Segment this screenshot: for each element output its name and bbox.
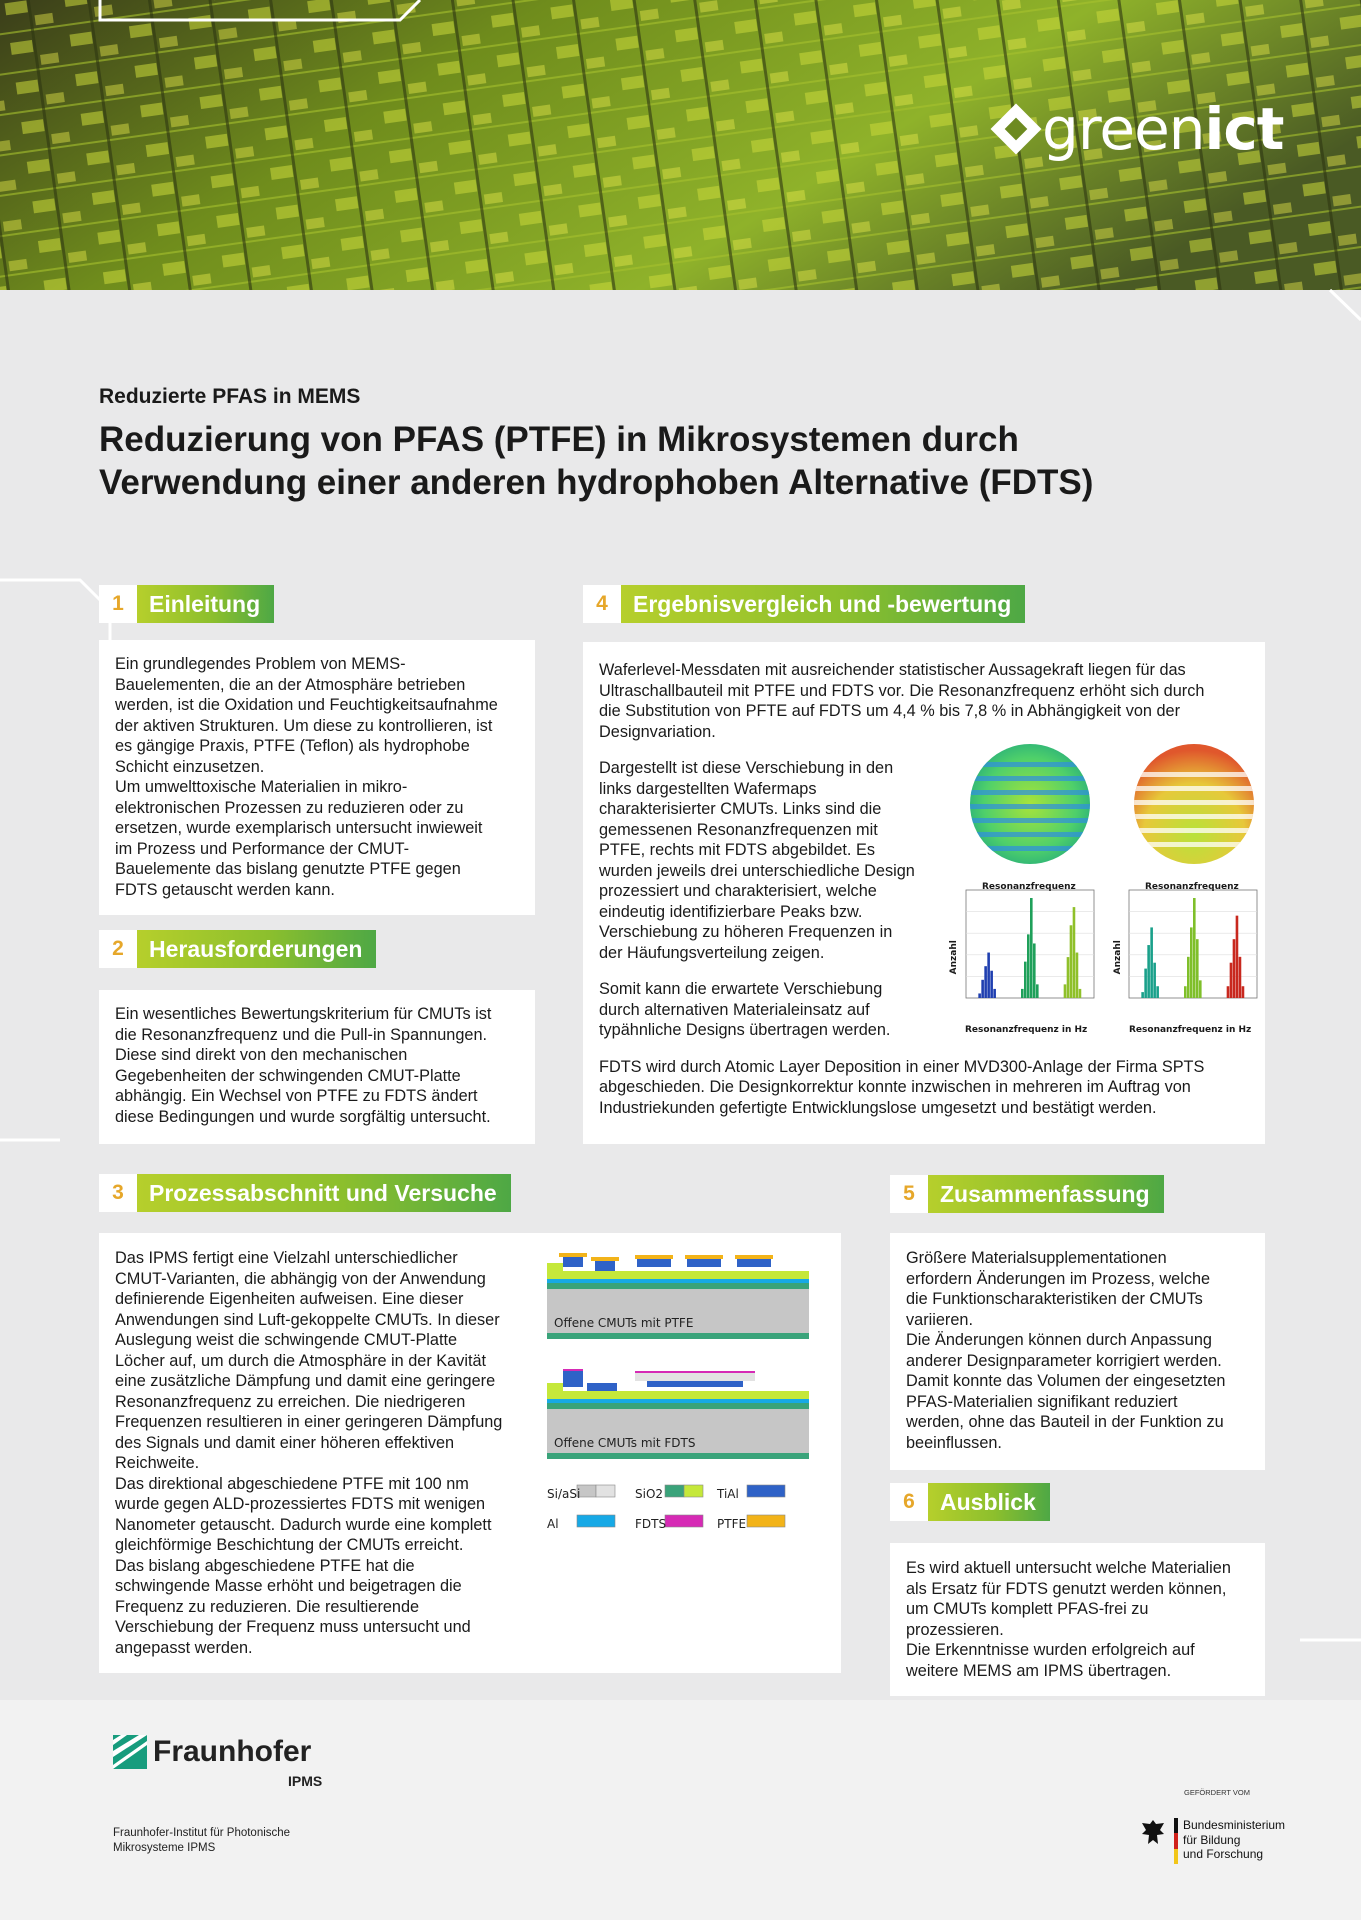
text-line: Bauelementen, die an der Atmosphäre betrieben [115,675,466,694]
histogram-bar [1070,925,1073,998]
histogram-bar [993,989,996,998]
label-offene-cmuts-ptfe: Offene CMUTs mit PTFE [554,1316,694,1330]
text-line: links dargestellten Wafermaps [599,779,817,798]
section-4-mid2 [599,979,939,1041]
institute-name [113,1826,290,1856]
text-line: Die Erkenntnisse wurden erfolgreich auf [906,1641,1195,1659]
text-line: ersetzen, wurde exemplarisch untersucht inwieweit [115,819,483,837]
text-line: gemessenen Resonanzfrequenzen mit [599,820,878,839]
section-title: Prozessabschnitt und Versuche [137,1174,511,1212]
histogram-bar [1187,957,1190,998]
institute-line-2: Mikrosysteme IPMS [113,1842,216,1854]
text-line: anderer Designparameter korrigiert werden. [906,1351,1222,1370]
text-line: Somit kann die erwartete Verschiebung [599,980,883,998]
text-line: Designvariation. [599,722,716,741]
text-line: Das IPMS fertigt eine Vielzahl unterschiedlicher [115,1249,458,1267]
fraunhofer-logo [113,1735,311,1769]
histogram-bar [1064,984,1067,998]
text-line: Auslegung weist die schwingende CMUT-Platte [115,1331,458,1349]
section-6-text [906,1558,1249,1681]
text-line: charakterisierter CMUTs. Links sind die [599,800,882,818]
legend-label: TiAl [717,1487,739,1501]
text-line: die Substitution von PFTE auf FDTS um 4,4 % bis 7,8 % in Abhängigkeit von der [599,702,1181,720]
text-line: schwingende Masse erhöht und beigetragen die [115,1577,462,1595]
legend-swatch-tial [747,1485,785,1497]
poster-title [99,418,1199,504]
text-line: der aktiven Strukturen. Um diese zu kontrollieren, ist [115,716,493,735]
poster-subtitle: Reduzierte PFAS in MEMS [99,385,361,408]
section-4-intro [599,660,1249,742]
histogram-bar [1024,962,1027,998]
text-line: FDTS wird durch Atomic Layer Deposition in einer MVD300-Anlage der Firma SPTS [599,1057,1205,1076]
text-line: prozessiert und charakterisiert, welche [599,882,877,900]
section-6-card [890,1543,1265,1696]
histogram-bar [978,993,981,998]
text-line: der Häufungsverteilung zeigen. [599,943,825,962]
ministry-line-3: und Forschung [1183,1847,1264,1861]
text-line: CMUT-Varianten, die abhängig von der Anwendung [115,1269,486,1288]
section-4-heading [583,585,1025,623]
histogram-bar [1067,957,1070,998]
text-line: Industriekunden gefertigte Entwicklungslose umgesetzt und bestätigt werden. [599,1098,1157,1117]
text-line: Das direktional abgeschiedene PTFE mit 100 nm [115,1474,469,1493]
greenict-diamond-icon [990,103,1042,155]
section-title: Ergebnisvergleich und -bewertung [621,585,1025,623]
histogram-bar [1230,963,1233,998]
section-2-card [99,990,535,1144]
section-2-text [115,1004,519,1127]
section-4-outro [599,1057,1249,1119]
section-number: 1 [99,585,137,623]
cmut-cross-section-diagram [547,1253,817,1553]
section-number: 6 [890,1483,928,1521]
text-line: Gegebenheiten der schwingenden CMUT-Platte [115,1066,461,1085]
text-line: Es wird aktuell untersucht welche Materialien [906,1559,1231,1577]
text-line: wurde gegen ALD-prozessiertes FDTS mit wenigen [115,1495,486,1513]
text-line: Frequenz zu reduzieren. Die resultierende [115,1597,420,1616]
text-line: Reichweite. [115,1454,200,1472]
histogram-ptfe-ylabel: Anzahl [948,940,959,975]
text-line: Ein wesentliches Bewertungskriterium für CMUTs ist [115,1005,492,1023]
text-line: Das bislang abgeschiedene PTFE hat die [115,1556,415,1575]
histogram-fdts-xlabel: Resonanzfrequenz in Hz [1129,1025,1252,1035]
section-5-card [890,1233,1265,1470]
text-line: definierende Eigenheiten aufweisen. Eine dieser [115,1290,464,1308]
text-line: Ultraschallbauteil mit PTFE und FDTS vor. Die Resonanzfrequenz erhöht sich durch [599,681,1205,700]
legend-label: FDTS [635,1517,667,1531]
histogram-bar [1033,943,1036,998]
section-4-mid [599,758,939,963]
text-line: werden, ist die Oxidation und Feuchtigkeitsaufnahme [115,696,498,714]
text-line: Bauelemente das bislang genutzte PTFE gegen [115,860,461,878]
histogram-bar [1156,986,1159,998]
section-4-card [583,642,1265,1144]
fraunhofer-logo-icon [113,1735,147,1769]
text-line: prozessieren. [906,1620,1004,1639]
fraunhofer-wordmark: Fraunhofer [153,1735,312,1768]
greenict-logo-ict: ict [1204,95,1284,163]
text-line: Resonanzfrequenz zu erreichen. Die niedrigeren [115,1392,466,1411]
text-line: elektronischen Prozessen zu reduzieren oder zu [115,798,464,817]
histogram-bar [1227,986,1230,998]
section-1-heading [99,585,274,623]
text-line: Löcher auf, um durch die Atmosphäre in der Kavität [115,1351,487,1370]
text-line: beeinflussen. [906,1433,1002,1452]
title-line-1: Reduzierung von PFAS (PTFE) in Mikrosystemen durch [99,420,1019,459]
legend-label: SiO2 [635,1487,664,1501]
ipms-wordmark: IPMS [288,1773,323,1789]
text-line: werden, ohne das Bauteil in der Funktion zu [906,1413,1224,1431]
text-line: typähnliche Designs übertragen werden. [599,1021,891,1039]
text-line: Dargestellt ist diese Verschiebung in den [599,759,894,777]
section-title: Einleitung [137,585,274,623]
histogram-bar [1239,957,1242,998]
section-3-card [99,1233,841,1673]
text-line: Diese sind direkt von den mechanischen [115,1046,408,1064]
text-line: Die Änderungen können durch Anpassung [906,1331,1212,1349]
histogram-bar [1242,986,1245,998]
histogram-bar [1027,934,1030,998]
section-6-heading [890,1483,1050,1521]
text-line: um CMUTs komplett PFAS-frei zu [906,1600,1149,1618]
legend-swatch-fdts [665,1515,703,1527]
section-title: Ausblick [928,1483,1050,1521]
histogram-bar [987,953,990,998]
text-line: angepasst werden. [115,1638,253,1657]
legend-label: PTFE [717,1517,747,1531]
institute-line-1: Fraunhofer-Institut für Photonische [113,1827,291,1839]
text-line: diese Bedingungen und wurde sorgfältig untersucht. [115,1107,491,1126]
histogram-bar [1079,989,1082,998]
section-title: Herausforderungen [137,930,376,968]
text-line: die Funktionscharakteristiken der CMUTs [906,1290,1203,1308]
histogram-bar [1021,989,1024,998]
histogram-bar [1184,986,1187,998]
histogram-bar [1233,939,1236,998]
section-title: Zusammenfassung [928,1175,1164,1213]
histogram-bar [1196,939,1199,998]
histogram-bar [1036,984,1039,998]
histogram-bar [990,971,993,998]
text-line: PFAS-Materialien signifikant reduziert [906,1392,1178,1411]
label-offene-cmuts-fdts: Offene CMUTs mit FDTS [554,1436,696,1450]
funded-by-label: GEFÖRDERT VOM [1184,1788,1250,1797]
histogram-bar [1030,898,1033,998]
text-line: variieren. [906,1310,973,1329]
section-number: 3 [99,1174,137,1212]
text-line: erfordern Änderungen im Prozess, welche [906,1269,1211,1288]
text-line: Größere Materialsupplementationen [906,1249,1167,1267]
histogram-ptfe [966,890,1094,998]
greenict-logo-green: green [1042,95,1205,163]
text-line: wurden jeweils drei unterschiedliche Design [599,861,915,880]
legend-swatch-al [577,1515,615,1527]
text-line: als Ersatz für FDTS genutzt werden können, [906,1579,1227,1598]
text-line: eine zusätzliche Dämpfung und damit eine geringere [115,1372,496,1390]
text-line: eindeutig identifizierbare Peaks bzw. [599,902,863,921]
histogram-bar [1236,916,1239,998]
legend-label: Si/aSi [547,1487,581,1501]
histogram-bar [1144,969,1147,998]
text-line: PTFE, rechts mit FDTS abgebildet. Es [599,841,875,859]
section-5-heading [890,1175,1164,1213]
text-line: FDTS getauscht werden kann. [115,880,335,899]
text-line: Ein grundlegendes Problem von MEMS- [115,655,406,673]
histogram-ptfe-title: Resonanzfrequenz [982,882,1076,892]
histogram-fdts [1129,890,1257,998]
histogram-bar [1193,898,1196,998]
greenict-logo [990,95,1284,163]
german-flag-bar [1174,1818,1178,1864]
material-legend [577,1485,785,1527]
section-1-card [99,640,535,915]
section-number: 4 [583,585,621,623]
text-line: abhängig. Ein Wechsel von PTFE zu FDTS ändert [115,1087,478,1105]
text-line: gleichförmige Beschichtung der CMUTs erreicht. [115,1536,464,1554]
legend-swatch-siasi [596,1485,615,1497]
federal-eagle-icon [1140,1818,1166,1848]
histogram-bar [1199,980,1202,998]
histogram-bar [1190,927,1193,998]
section-2-heading [99,930,376,968]
histogram-bar [1073,907,1076,998]
text-line: abgeschieden. Die Designkorrektur konnte inzwischen in mehreren im Auftrag von [599,1078,1191,1096]
histogram-bar [1141,992,1144,998]
ministry-line-2: für Bildung [1183,1832,1241,1847]
text-line: Anwendungen sind Luft-gekoppelte CMUTs. In dieser [115,1310,500,1329]
histogram-bar [1076,953,1079,998]
text-line: im Prozess und Performance der CMUT- [115,839,410,858]
text-line: es gängige Praxis, PTFE (Teflon) als hydrophobe [115,737,470,755]
section-5-text [906,1248,1249,1453]
histogram-bar [1147,945,1150,998]
text-line: Um umwelttoxische Materialien in mikro- [115,778,408,796]
text-line: Schicht einzusetzen. [115,757,265,776]
section-1-text [115,654,519,900]
histogram-bar [1153,963,1156,998]
histogram-bar [981,980,984,998]
text-line: Verschiebung der Frequenz muss untersucht und [115,1618,471,1636]
section-3-heading [99,1174,511,1212]
histogram-fdts-title: Resonanzfrequenz [1145,882,1239,892]
section-number: 5 [890,1175,928,1213]
ministry-line-1: Bundesministerium [1183,1818,1286,1832]
histogram-fdts-ylabel: Anzahl [1112,940,1123,975]
title-line-2: Verwendung einer anderen hydrophoben Alternative (FDTS) [99,463,1094,502]
text-line: Waferlevel-Messdaten mit ausreichender statistischer Aussagekraft liegen für das [599,661,1186,679]
bmbf-logo [1140,1818,1285,1864]
section-3-text [115,1248,535,1658]
histogram-bar [984,966,987,998]
legend-swatch-ptfe [747,1515,785,1527]
text-line: Frequenzen resultieren in einer geringeren Dämpfung [115,1413,503,1431]
text-line: Verschiebung zu höheren Frequenzen in [599,923,893,941]
legend-swatch-sio2 [665,1485,684,1497]
section-number: 2 [99,930,137,968]
histogram-ptfe-xlabel: Resonanzfrequenz in Hz [965,1025,1088,1035]
text-line: Nanometer getauscht. Dadurch wurde eine komplett [115,1515,492,1534]
text-line: des Signals und damit einer höheren effektiven [115,1433,455,1452]
text-line: die Resonanzfrequenz und die Pull-in Spannungen. [115,1025,488,1044]
text-line: durch alternativen Materialeinsatz auf [599,1000,870,1019]
histogram-bar [1150,927,1153,998]
legend-swatch-sio2 [684,1485,703,1497]
text-line: Damit konnte das Volumen der eingesetzten [906,1372,1226,1390]
legend-label: Al [547,1517,559,1531]
text-line: weitere MEMS am IPMS übertragen. [906,1661,1172,1680]
